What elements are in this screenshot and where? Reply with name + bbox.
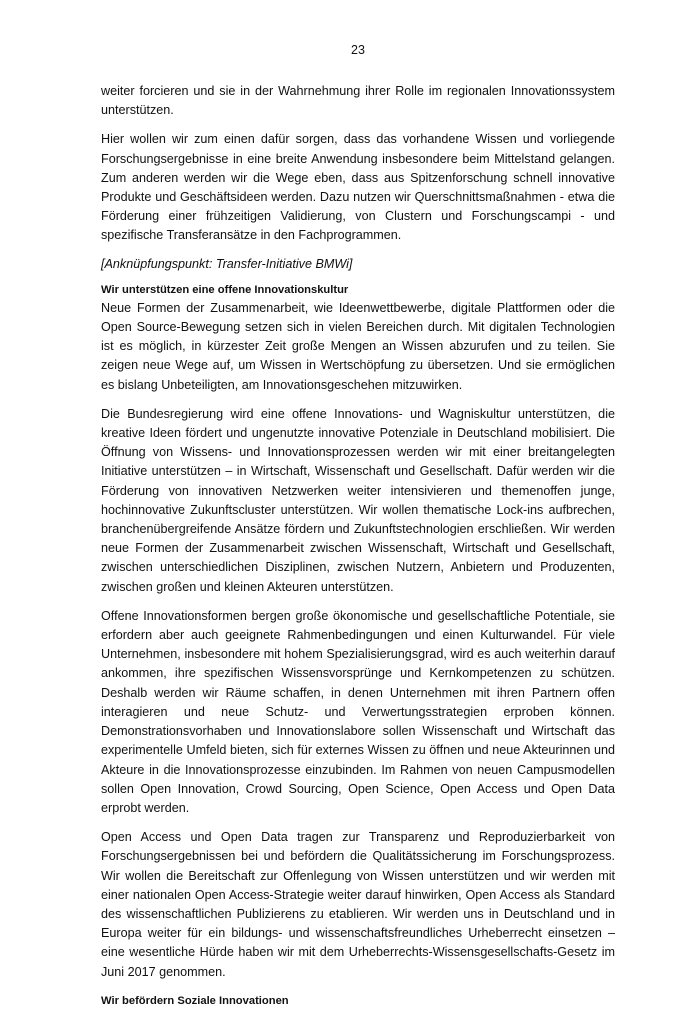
paragraph-new-forms: Neue Formen der Zusammenarbeit, wie Ideenwettbewerbe, digitale Plattformen oder die Open Source-Bewegung setzen sich in vielen Bereichen durch. Mit digitalen Technologien ist es möglich, in kürzester Zeit große Mengen an Wissen abzurufen und zu teilen. Sie zeigen neue Wege auf, um Wissen in Wertschöpfung zu übersetzen. Und sie ermöglichen es bislang Unbeteiligten, am Innovationsgeschehen mitzuwirken. (101, 300, 615, 392)
page-number: 23 (351, 43, 365, 57)
paragraph-open-access: Open Access und Open Data tragen zur Transparenz und Reproduzierbarkeit von Forschungsergebnissen bei und befördern die Qualitätssicherung im Forschungsprozess. Wir wollen die Bereitschaft zur Offenlegung von Wissen unterstützen und wir werden mit einer nationalen Open Access-Strategie weiter darauf hinwirken, Open Access als Standard des wissenschaftlichen Publizierens zu etablieren. Wir werden uns in Deutschland und in Europa weiter für ein bildungs- und wissenschaftsfreundliches Urheberrecht einsetzen – eine wesentliche Hürde haben wir mit dem Urheberrechts-Wissensgesellschafts-Gesetz im Juni 2017 genommen. (101, 830, 615, 979)
document-body (101, 82, 615, 1009)
paragraph-open-innovation-forms: Offene Innovationsformen bergen große ökonomische und gesellschaftliche Potentiale, sie erfordern aber auch geeignete Rahmenbedingungen und einen Kulturwandel. Für viele Unternehmen, insbesondere mit hohem Spezialisierungsgrad, wird es auch weiterhin darauf ankommen, ihre spezifischen Wissensvorsprünge und Kernkompetenzen zu schützen. Deshalb werden wir Räume schaffen, in denen Unternehmen mit ihren Partnern offen interagieren und neue Schutz- und Verwertungsstrategien erproben können. Demonstrationsvorhaben und Innovationslabore sollen Wissenschaft und Wirtschaft das experimentelle Umfeld bieten, sich für externes Wissen zu öffnen und neue Akteurinnen und Akteure in die Innovationsprozesse einzubinden. Im Rahmen von neuen Campusmodellen sollen Open Innovation, Crowd Sourcing, Open Science, Open Access und Open Data erprobt werden. (101, 608, 615, 815)
paragraph-federal-government: Die Bundesregierung wird eine offene Innovations- und Wagniskultur unterstützen, die kreative Ideen fördert und ungenutzte innovative Potenziale in Deutschland mobilisiert. Die Öffnung von Wissens- und Innovationsprozessen werden wir mit einer breitangelegten Initiative unterstützen – in Wirtschaft, Wissenschaft und Gesellschaft. Dafür werden wir die Förderung von innovativen Netzwerken weiter intensivieren und themenoffen junge, hochinnovative Zukunftscluster unterstützen. Wir wollen thematische Lock-ins aufbrechen, branchenübergreifende Ansätze fördern und Zukunftstechnologien erschließen. Wir werden neue Formen der Zusammenarbeit zwischen Wissenschaft, Wirtschaft und Gesellschaft, zwischen unterschiedlichen Disziplinen, zwischen Nutzern, Anbietern und Produzenten, zwischen großen und kleinen Akteuren unterstützen. (101, 406, 615, 594)
paragraph-continuation: weiter forcieren und sie in der Wahrnehmung ihrer Rolle im regionalen Innovationssystem unterstützen. (101, 84, 615, 118)
anchor-note: [Anknüpfungspunkt: Transfer-Initiative BMWi] (101, 256, 353, 271)
paragraph-transfer: Hier wollen wir zum einen dafür sorgen, dass das vorhandene Wissen und vorliegende Forschungsergebnisse in eine breite Anwendung insbesondere beim Mittelstand gelangen. Zum anderen werden wir die Wege eben, dass aus Spitzenforschung schnell innovative Produkte und Geschäftsideen werden. Dazu nutzen wir Querschnittsmaßnahmen - etwa die Förderung einer frühzeitigen Validierung, von Clustern und Forschungscampi - und spezifische Transferansätze in den Fachprogrammen. (101, 132, 615, 243)
section-heading-open-innovation: Wir unterstützen eine offene Innovationskultur (101, 283, 349, 296)
section-heading-social-innovation: Wir befördern Soziale Innovationen (101, 994, 289, 1007)
